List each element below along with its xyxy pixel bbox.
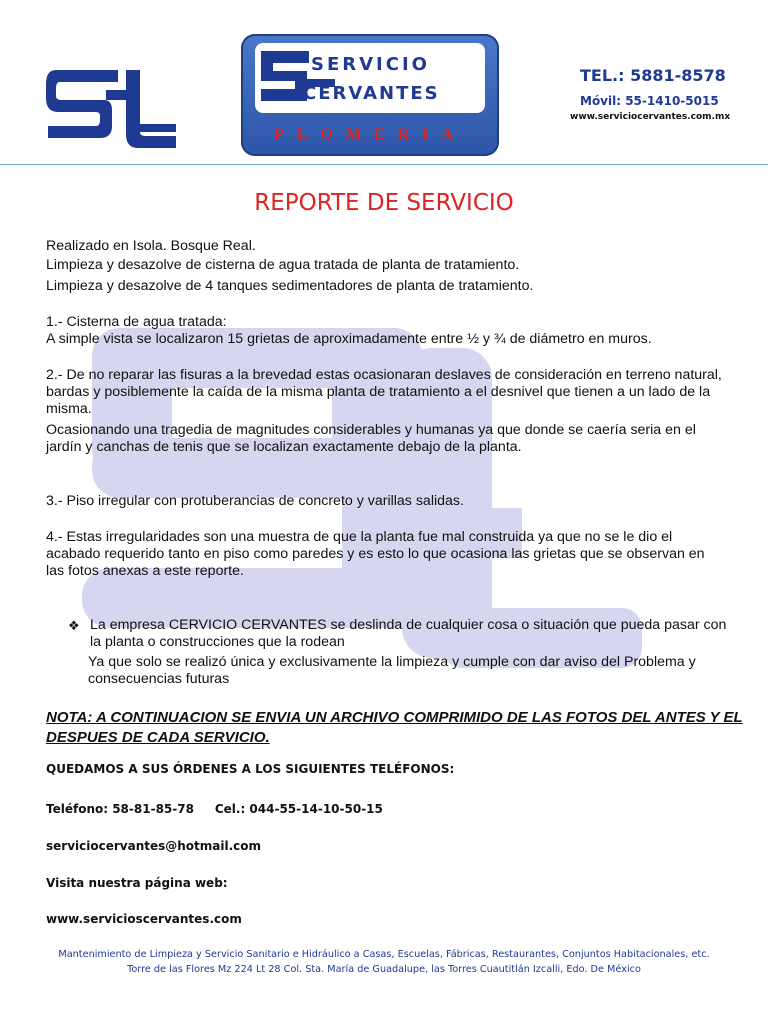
contact-website-link[interactable]: www.servicioscervantes.com bbox=[46, 912, 242, 926]
item-1-body: A simple vista se localizaron 15 grietas de aproximadamente entre ½ y ¾ de diámetro en muros. bbox=[46, 331, 652, 347]
item-2-paragraph-cont: Ocasionando una tragedia de magnitudes considerables y humanas ya que donde se caería seria en el jardín y canchas de tenis que se localizan exactamente debajo de la planta. bbox=[46, 422, 696, 455]
contact-phones: Teléfono: 58-81-85-78 Cel.: 044-55-14-10-50-15 bbox=[46, 802, 383, 816]
disclaimer-text: La empresa CERVICIO CERVANTES se deslinda de cualquier cosa o situación que pueda pasar con la planta o construcciones que la rodean bbox=[90, 617, 727, 650]
contact-visit-label: Visita nuestra página web: bbox=[46, 876, 228, 890]
brand-logo bbox=[241, 34, 499, 156]
intro-line: Limpieza y desazolve de 4 tanques sedimentadores de planta de tratamiento. bbox=[46, 278, 534, 294]
sc-logo-icon bbox=[46, 68, 176, 148]
header-divider bbox=[0, 164, 768, 165]
footer-services: Mantenimiento de Limpieza y Servicio Sanitario e Hidráulico a Casas, Escuelas, Fábricas, Restaurantes, Conjuntos Habitacionales, etc. bbox=[58, 949, 710, 960]
item-2-paragraph: 2.- De no reparar las fisuras a la brevedad estas ocasionaran deslaves de consideración en terreno natural, bardas y posiblemente la caída de la misma planta de tratamiento a el desnivel que tienen a un lado de la misma. bbox=[46, 367, 722, 417]
svg-text:SERVICIO: SERVICIO bbox=[311, 54, 430, 75]
svg-text:CERVANTES: CERVANTES bbox=[303, 83, 440, 104]
nota-notice: NOTA: A CONTINUACION SE ENVIA UN ARCHIVO COMPRIMIDO DE LAS FOTOS DEL ANTES Y EL DESPUES DE CADA SERVICIO. bbox=[46, 709, 743, 746]
brand-sc-mark-icon bbox=[255, 43, 485, 113]
header-tel: TEL.: 5881-8578 bbox=[580, 66, 726, 85]
header-movil: Móvil: 55-1410-5015 bbox=[580, 94, 719, 108]
diamond-bullet-icon: ❖ bbox=[68, 618, 80, 633]
footer-address: Torre de las Flores Mz 224 Lt 28 Col. Sta. María de Guadalupe, las Torres Cuautitlán Izcalli, Edo. De México bbox=[127, 964, 641, 975]
contact-ordenes: QUEDAMOS A SUS ÓRDENES A LOS SIGUIENTES TELÉFONOS: bbox=[46, 762, 455, 776]
page-title: REPORTE DE SERVICIO bbox=[254, 190, 514, 216]
item-1-heading: 1.- Cisterna de agua tratada: bbox=[46, 314, 227, 330]
intro-line: Realizado en Isola. Bosque Real. bbox=[46, 238, 256, 254]
intro-line: Limpieza y desazolve de cisterna de agua tratada de planta de tratamiento. bbox=[46, 257, 520, 273]
header-website-link[interactable]: www.serviciocervantes.com.mx bbox=[570, 112, 731, 122]
contact-email-link[interactable]: serviciocervantes@hotmail.com bbox=[46, 839, 262, 853]
item-4: 4.- Estas irregularidades son una muestra de que la planta fue mal construida ya que no se le dio el acabado requerido tanto en piso como paredes y es esto lo que ocasiona las grietas que se observan en las fotos anexas a este reporte. bbox=[46, 529, 705, 579]
item-3: 3.- Piso irregular con protuberancias de concreto y varillas salidas. bbox=[46, 493, 464, 509]
brand-subtitle: PLOMERIA bbox=[274, 126, 466, 143]
disclaimer-text-cont: Ya que solo se realizó única y exclusivamente la limpieza y cumple con dar aviso del Problema y consecuencias futuras bbox=[88, 654, 696, 687]
